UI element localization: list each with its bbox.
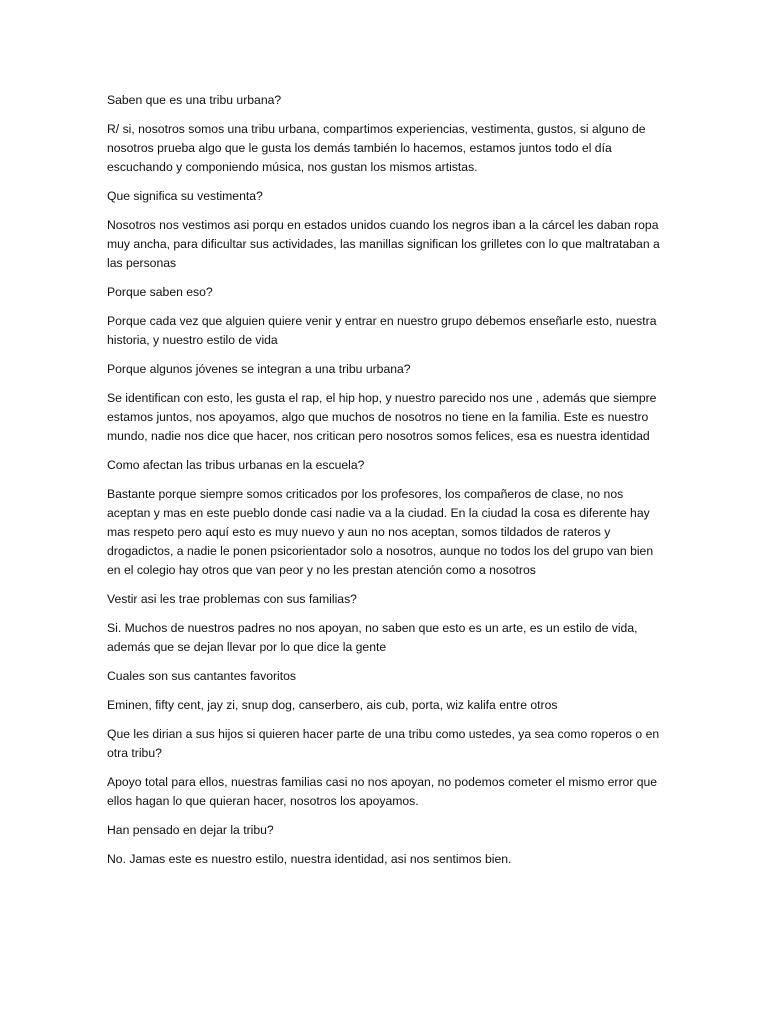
- qa-item: [107, 590, 662, 657]
- qa-item: [107, 283, 662, 350]
- question-text: Vestir asi les trae problemas con sus familias?: [107, 592, 357, 606]
- question-text: Porque algunos jóvenes se integran a una tribu urbana?: [107, 362, 411, 376]
- question-text: Que les dirian a sus hijos si quieren hacer parte de una tribu como ustedes, ya sea como roperos o en otra tribu?: [107, 727, 660, 760]
- answer-text: Se identifican con esto, les gusta el rap, el hip hop, y nuestro parecido nos une , además que siempre estamos juntos, nos apoyamos, algo que muchos de nosotros no tiene en la familia. Este es nuestro mundo, nadie nos dice que hacer, nos critican pero nosotros somos felices, esa es nuestra identidad: [107, 391, 657, 443]
- qa-item: [107, 187, 662, 273]
- answer-text: Porque cada vez que alguien quiere venir y entrar en nuestro grupo debemos enseñarle esto, nuestra historia, y nuestro estilo de vida: [107, 314, 657, 347]
- qa-item: [107, 360, 662, 446]
- question-text: Porque saben eso?: [107, 285, 213, 299]
- answer-text: Si. Muchos de nuestros padres no nos apoyan, no saben que esto es un arte, es un estilo de vida, además que se dejan llevar por lo que dice la gente: [107, 621, 638, 654]
- answer-text: Nosotros nos vestimos asi porqu en estados unidos cuando los negros iban a la cárcel les daban ropa muy ancha, para dificultar sus actividades, las manillas significan los grilletes con lo que maltrataban a las personas: [107, 218, 660, 270]
- answer-text: Eminen, fifty cent, jay zi, snup dog, canserbero, ais cub, porta, wiz kalifa entre otros: [107, 698, 558, 712]
- answer-text: No. Jamas este es nuestro estilo, nuestra identidad, asi nos sentimos bien.: [107, 852, 512, 866]
- question-text: Cuales son sus cantantes favoritos: [107, 669, 297, 683]
- question-text: Han pensado en dejar la tribu?: [107, 823, 274, 837]
- qa-item: [107, 821, 662, 869]
- question-text: Saben que es una tribu urbana?: [107, 93, 282, 107]
- answer-text: Apoyo total para ellos, nuestras familias casi no nos apoyan, no podemos cometer el mismo error que ellos hagan lo que quieran hacer, nosotros los apoyamos.: [107, 775, 658, 808]
- document-body: [107, 91, 662, 879]
- answer-text: Bastante porque siempre somos criticados por los profesores, los compañeros de clase, no nos aceptan y mas en este pueblo donde casi nadie va a la ciudad. En la ciudad la cosa es diferente hay mas respeto pero aquí esto es muy nuevo y aun no nos aceptan, somos tildados de rateros y drogadictos, a nadie le ponen psicorientador solo a nosotros, aunque no todos los del grupo van bien en el colegio hay otros que van peor y no les prestan atención como a nosotros: [107, 487, 654, 577]
- answer-text: R/ si, nosotros somos una tribu urbana, compartimos experiencias, vestimenta, gustos, si alguno de nosotros prueba algo que le gusta los demás también lo hacemos, estamos juntos todo el día escuchando y componiendo música, nos gustan los mismos artistas.: [107, 122, 646, 174]
- qa-item: [107, 667, 662, 715]
- qa-item: [107, 456, 662, 580]
- question-text: Como afectan las tribus urbanas en la escuela?: [107, 458, 365, 472]
- question-text: Que significa su vestimenta?: [107, 189, 263, 203]
- qa-item: [107, 725, 662, 811]
- qa-item: [107, 91, 662, 177]
